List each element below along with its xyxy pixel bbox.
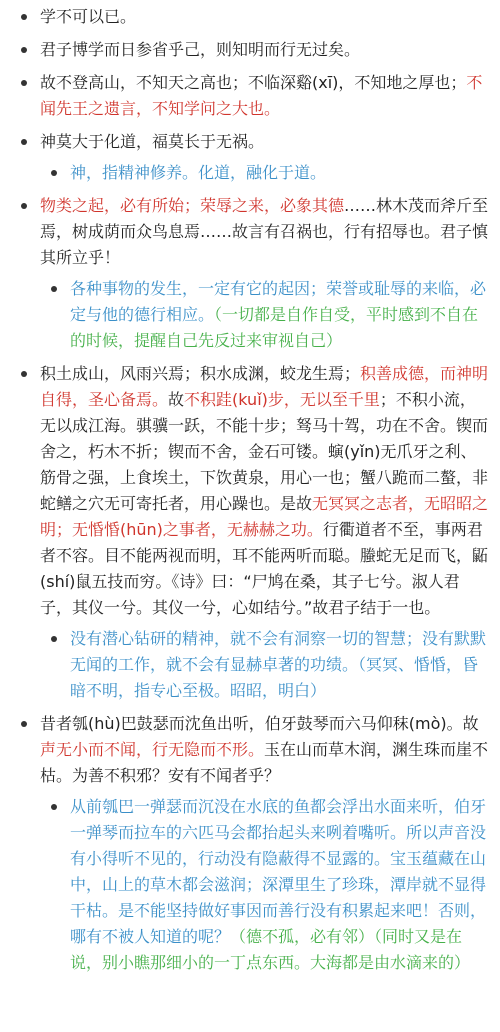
item-text: 神莫大于化道，福莫长于无祸。 (40, 132, 265, 151)
list-item (10, 70, 490, 122)
highlight-text: 无冥冥之志者，无昭昭之明；无惛惛(hūn)之事者，无赫赫之功。 (40, 494, 489, 539)
item-text: ；不积小流，无以成江海。骐骥一跃，不能十步；驽马十驾，功在不舍。锲而舍之，朽木不折；锲而不舍，金石可镂。螾(yǐn)无爪牙之利、筋骨之强，上食埃土，下饮黄泉，用心一也；蟹八跪而二螯，非蛇鳝之穴无可寄托者，用心躁也。是故 (40, 390, 489, 513)
annotation-note: （同时又是在说，别小瞧那细小的一丁点东西。大海都是由水滴来的） (70, 927, 471, 972)
item-text: ……林木茂而斧斤至焉，树成荫而众鸟息焉……故言有召祸也，行有招辱也。君子慎其所立乎！ (40, 196, 489, 267)
sub-list-item (40, 160, 490, 186)
item-text: 学不可以已。 (40, 7, 137, 26)
list-item (10, 361, 490, 704)
list-item (10, 129, 490, 186)
item-text: 行衢道者不至，事两君者不容。目不能两视而明，耳不能两听而聪。螣蛇无足而飞，鼫(shí)鼠五技而穷。《诗》曰：“尸鸠在桑，其子七兮。淑人君子，其仪一兮。其仪一兮，心如结兮。”故君子结于一也。 (40, 520, 489, 617)
highlight-text: 积善成德，而神明自得，圣心备焉。 (40, 364, 489, 409)
highlight-text: 不积跬(kuǐ)步，无以至千里 (184, 390, 380, 409)
list-item (10, 711, 490, 976)
list-item (10, 4, 490, 30)
sub-list-item (40, 276, 490, 354)
item-text: 君子博学而日参省乎己，则知明而行无过矣。 (40, 40, 361, 59)
annotation-text: 没有潜心钻研的精神，就不会有洞察一切的智慧；没有默默无闻的工作，就不会有显赫卓著的功绩。 (70, 629, 487, 674)
sub-list-item (40, 794, 490, 976)
item-text: 积土成山，风雨兴焉；积水成渊，蛟龙生焉； (40, 364, 361, 383)
annotation-note: （德不孤，必有邻） (230, 927, 375, 946)
highlight-text: 声无小而不闻，行无隐而不形。 (40, 740, 265, 759)
annotation-text: 神，指精神修养。化道，融化于道。 (70, 163, 327, 182)
sub-list-item (40, 626, 490, 704)
annotation-text: 各种事物的发生，一定有它的起因；荣誉或耻辱的来临，必定与他的德行相应。 (70, 279, 487, 324)
item-text: 故不登高山，不知天之高也；不临深谿(xī)，不知地之厚也； (40, 73, 467, 92)
item-text: 昔者瓠(hù)巴鼓瑟而沈鱼出听，伯牙鼓琴而六马仰秣(mò)。故 (40, 714, 479, 733)
annotation-note: （冥冥、惛惛，昏暗不明，指专心至极。昭昭，明白） (70, 655, 479, 700)
list-item (10, 37, 490, 63)
item-text: 玉在山而草木润，渊生珠而崖不枯。为善不积邪？安有不闻者乎？ (40, 740, 489, 785)
highlight-text: 不闻先王之遗言，不知学问之大也。 (40, 73, 483, 118)
item-text: 故 (168, 390, 185, 409)
list-item (10, 193, 490, 354)
annotation-text: 从前瓠巴一弹瑟而沉没在水底的鱼都会浮出水面来听，伯牙一弹琴而拉车的六匹马会都抬起头来咧着嘴听。所以声音没有小得听不见的，行动没有隐蔽得不显露的。宝玉蕴藏在山中，山上的草木都会滋润；深潭里生了珍珠，潭岸就不显得干枯。是不能坚持做好事因而善行没有积累起来吧！否则，哪有不被人知道的呢？ (70, 797, 487, 946)
highlight-text: 物类之起，必有所始；荣辱之来，必象其德 (40, 196, 345, 215)
annotation-note: （一切都是自作自受，平时感到不自在的时候，提醒自己先反过来审视自己） (70, 305, 479, 350)
